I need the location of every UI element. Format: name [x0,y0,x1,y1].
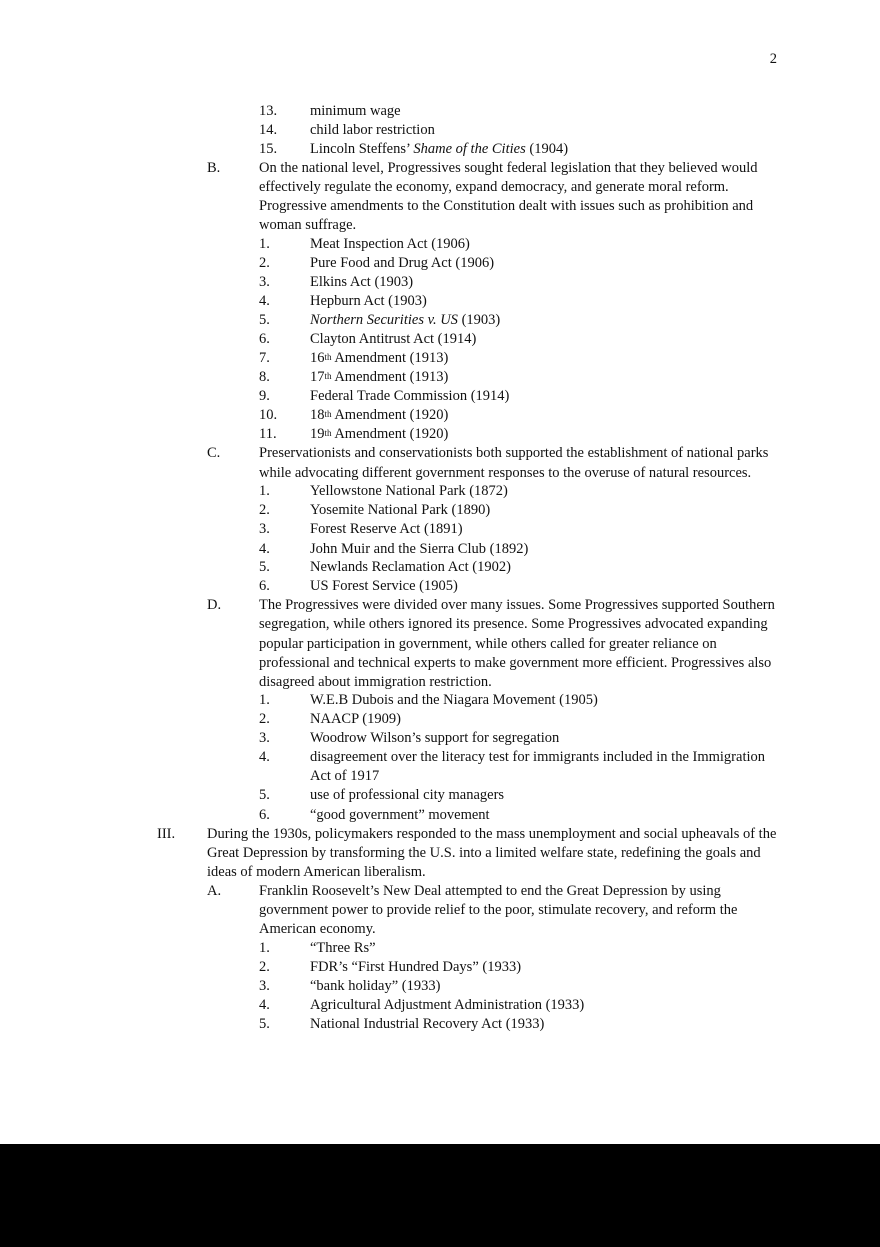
item-text [310,368,448,387]
subsection-text-line: American economy. [259,921,376,937]
ordinal-suffix: th [324,352,332,362]
ordinal: 16 [310,350,325,366]
item-text: US Forest Service (1905) [310,578,458,594]
item-text-post: Amendment (1920) [331,426,449,442]
item-text: Yosemite National Park (1890) [310,502,491,518]
item-text: W.E.B Dubois and the Niagara Movement (1905) [310,692,598,708]
section-text-line: During the 1930s, policymakers responded to the mass unemployment and social upheavals of the [207,826,777,842]
section-text-line: On the national level, Progressives sought federal legislation that they believed would [259,160,758,176]
item-text [310,349,448,368]
section-text-line: Preservationists and conservationists both supported the establishment of national parks [259,445,769,461]
item-number: 4. [259,749,270,765]
item-number: 5. [259,559,270,575]
item-text: Hepburn Act (1903) [310,293,427,309]
section-text-line: popular participation in government, while others called for greater reliance on [259,636,717,652]
item-text-continuation: Act of 1917 [310,768,380,784]
section-text-line: segregation, while others ignored its presence. Some Progressives advocated expanding [259,616,768,632]
item-text: Elkins Act (1903) [310,274,414,290]
item-text: NAACP (1909) [310,711,401,727]
item-text: “bank holiday” (1933) [310,978,441,994]
item-text: minimum wage [310,103,401,119]
ordinal: 17 [310,369,325,385]
case-title: Northern Securities v. US [310,312,458,328]
ordinal-suffix: th [324,371,332,381]
ordinal: 18 [310,407,325,423]
item-text-post: Amendment (1920) [331,407,449,423]
item-text: Meat Inspection Act (1906) [310,236,470,252]
item-number: 9. [259,388,270,404]
item-number: 2. [259,255,270,271]
item-text [310,406,448,425]
item-number: 5. [259,787,270,803]
item-text-post: Amendment (1913) [331,369,449,385]
item-text: Pure Food and Drug Act (1906) [310,255,495,271]
ordinal: 19 [310,426,325,442]
section-text-line: while advocating different government responses to the overuse of natural resources. [259,465,752,481]
section-label: III. [157,826,176,842]
item-number: 11. [259,426,277,442]
item-number: 4. [259,997,270,1013]
item-text: Yellowstone National Park (1872) [310,483,508,499]
item-number: 13. [259,103,278,119]
subsection-text-line: government power to provide relief to the poor, stimulate recovery, and reform the [259,902,738,918]
item-number: 3. [259,521,270,537]
section-text-line: Progressive amendments to the Constitution dealt with issues such as prohibition and [259,198,754,214]
item-text: FDR’s “First Hundred Days” (1933) [310,959,522,975]
item-number: 2. [259,711,270,727]
item-number: 6. [259,807,270,823]
item-text-post: (1903) [457,312,501,328]
item-text: Clayton Antitrust Act (1914) [310,331,477,347]
item-text: Agricultural Adjustment Administration (1933) [310,997,585,1013]
item-text-pre: Lincoln Steffens’ [310,141,414,157]
section-text-line: disagreed about immigration restriction. [259,674,492,690]
item-number: 4. [259,293,270,309]
section-label: C. [207,445,221,461]
section-label: D. [207,597,222,613]
section-text-line: ideas of modern American liberalism. [207,864,426,880]
item-number: 5. [259,1016,270,1032]
item-number: 4. [259,541,270,557]
item-text-post: (1904) [525,141,569,157]
ordinal-suffix: th [324,409,332,419]
item-text: Forest Reserve Act (1891) [310,521,463,537]
item-text: “Three Rs” [310,940,376,956]
item-text: John Muir and the Sierra Club (1892) [310,541,529,557]
item-text: child labor restriction [310,122,435,138]
section-text-line: effectively regulate the economy, expand democracy, and generate moral reform. [259,179,729,195]
item-number: 3. [259,978,270,994]
item-text: “good government” movement [310,807,490,823]
item-number: 6. [259,578,270,594]
item-number: 7. [259,350,270,366]
item-number: 8. [259,369,270,385]
section-text-line: professional and technical experts to make government more efficient. Progressives also [259,655,772,671]
item-number: 14. [259,122,278,138]
item-number: 15. [259,141,278,157]
item-text-post: Amendment (1913) [331,350,449,366]
item-number: 1. [259,940,270,956]
subsection-text-line: Franklin Roosevelt’s New Deal attempted to end the Great Depression by using [259,883,721,899]
item-number: 2. [259,959,270,975]
item-text: disagreement over the literacy test for immigrants included in the Immigration [310,749,766,765]
item-text [310,425,448,444]
item-text: Newlands Reclamation Act (1902) [310,559,511,575]
item-number: 1. [259,692,270,708]
book-title: Shame of the Cities [413,141,526,157]
item-text [310,311,500,330]
section-text-line: woman suffrage. [259,217,357,233]
item-text [310,140,568,159]
section-label: B. [207,160,221,176]
item-number: 10. [259,407,278,423]
item-text: use of professional city managers [310,787,505,803]
item-number: 2. [259,502,270,518]
item-text: National Industrial Recovery Act (1933) [310,1016,545,1032]
item-text: Woodrow Wilson’s support for segregation [310,730,560,746]
item-number: 3. [259,730,270,746]
subsection-label: A. [207,883,222,899]
page-number: 2 [769,51,777,67]
item-text: Federal Trade Commission (1914) [310,388,510,404]
item-number: 1. [259,236,270,252]
section-text-line: Great Depression by transforming the U.S. into a limited welfare state, redefining the goals and [207,845,761,861]
section-text-line: The Progressives were divided over many issues. Some Progressives supported Southern [259,597,775,613]
item-number: 5. [259,312,270,328]
item-number: 1. [259,483,270,499]
item-number: 6. [259,331,270,347]
item-number: 3. [259,274,270,290]
ordinal-suffix: th [324,428,332,438]
